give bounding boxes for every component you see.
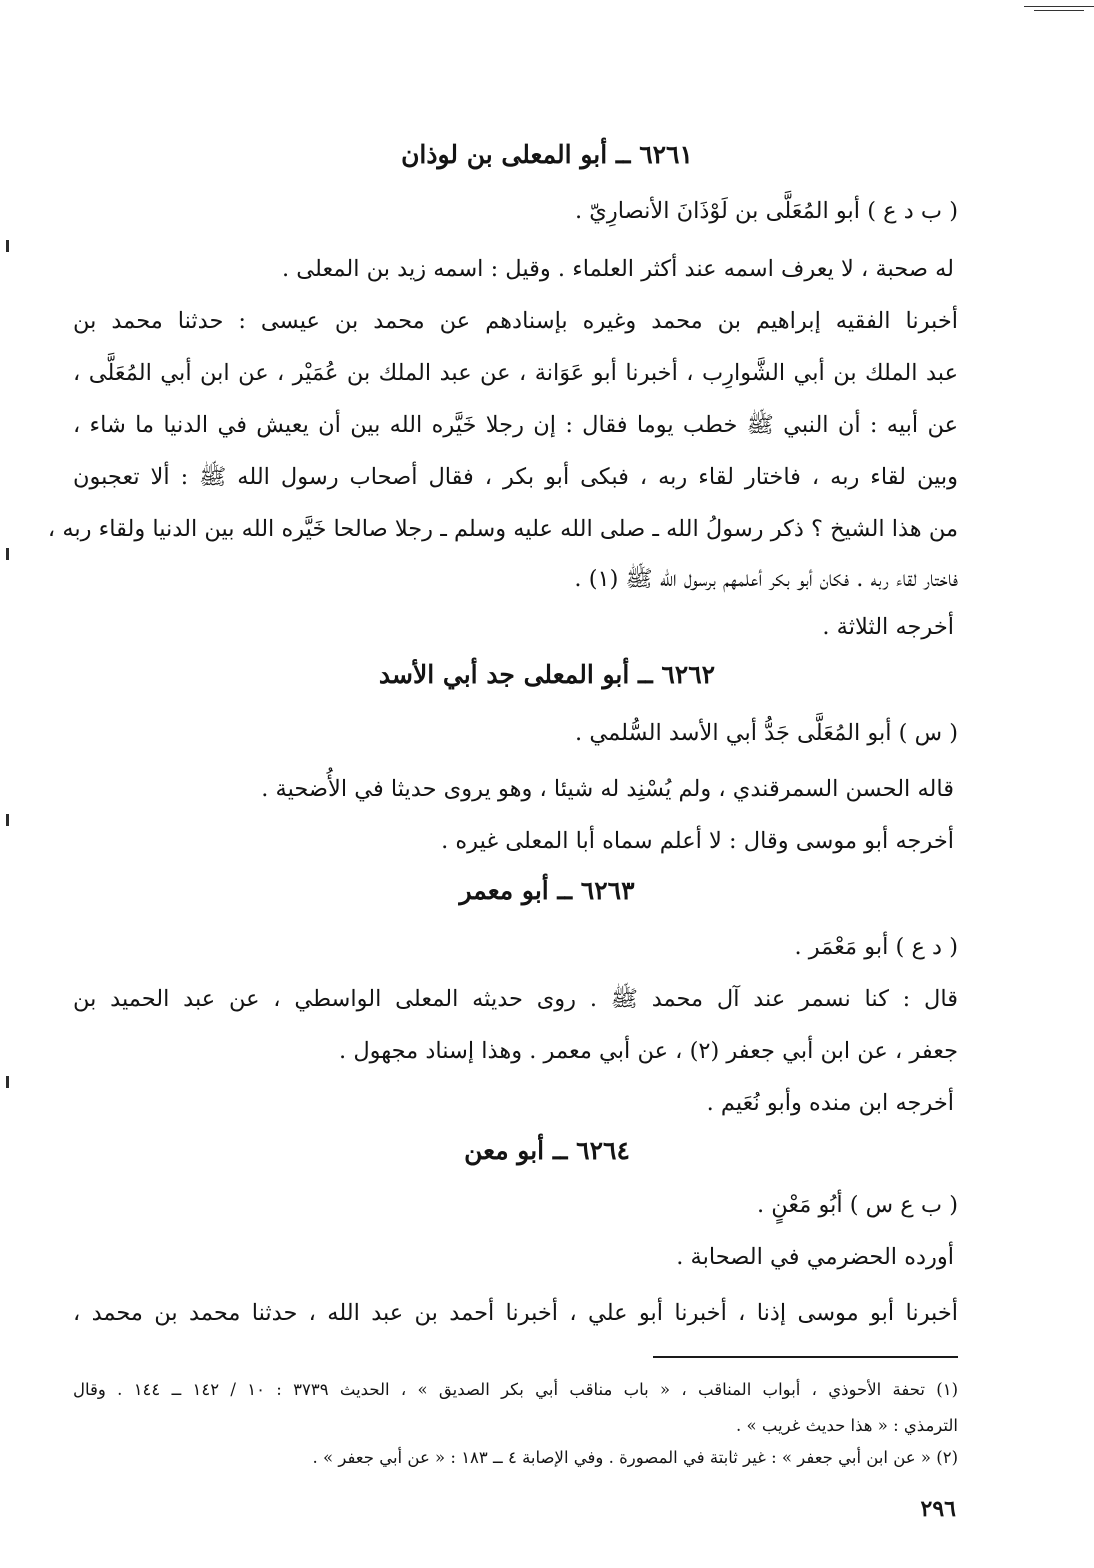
entry-line: من هذا الشيخ ؟ ذكر رسولُ الله ـ صلى الله عليه وسلم ـ رجلا صالحا خَيَّره الله بين الدنيا ولقاء ربه ، xyxy=(47,516,958,542)
entry-line: وبين لقاء ربه ، فاختار لقاء ربه ، فبكى أبو بكر ، فقال أصحاب رسول الله ﷺ : ألا تعجبون xyxy=(73,464,958,490)
entry-line: ( د ع ) أبو مَعْمَر . xyxy=(794,934,958,960)
page-number: ٢٩٦ xyxy=(920,1496,956,1522)
entry-line: ( س ) أبو المُعَلَّى جَدُّ أبي الأسد السُّلمي . xyxy=(575,720,958,746)
entry-line: أورده الحضرمي في الصحابة . xyxy=(676,1244,954,1270)
entry-line: أخبرنا الفقيه إبراهيم بن محمد وغيره بإسنادهم عن محمد بن عيسى : حدثنا محمد بن xyxy=(73,308,958,334)
entry-line: جعفر ، عن ابن أبي جعفر (٢) ، عن أبي معمر . وهذا إسناد مجهول . xyxy=(339,1038,958,1064)
entry-line: ( ب د ع ) أبو المُعَلَّى بن لَوْذَانَ الأنصارِيّ . xyxy=(574,198,958,224)
binding-mark xyxy=(6,240,9,252)
entry-line: أخرجه الثلاثة . xyxy=(822,614,954,640)
footnote-line: الترمذي : « هذا حديث غريب » . xyxy=(736,1416,958,1435)
entry-line: أخرجه أبو موسى وقال : لا أعلم سماه أبا المعلى غيره . xyxy=(441,828,954,854)
top-corner-rule-second xyxy=(1034,10,1084,11)
entry-line: أخرجه ابن منده وأبو نُعَيم . xyxy=(706,1090,954,1116)
top-corner-rule xyxy=(1024,6,1094,7)
entry-line: فاختار لقاء ربه . فكان أبو بكر أعلمهم برسول الله ﷺ (١) . xyxy=(574,566,958,592)
footnote-separator xyxy=(653,1356,958,1358)
entry-heading: ٦٢٦٤ ــ أبو معن xyxy=(464,1136,630,1165)
entry-line: ( ب ع س ) أبُو مَعْنٍ . xyxy=(756,1192,958,1218)
entry-heading: ٦٢٦٢ ــ أبو المعلى جد أبي الأسد xyxy=(378,660,716,689)
entry-line: عبد الملك بن أبي الشَّوارِب ، أخبرنا أبو عَوَانة ، عن عبد الملك بن عُمَيْر ، عن ابن أبي المُعَلَّى ، xyxy=(73,360,958,386)
entry-line: له صحبة ، لا يعرف اسمه عند أكثر العلماء . وقيل : اسمه زيد بن المعلى . xyxy=(281,256,954,282)
binding-mark xyxy=(6,814,9,826)
binding-mark xyxy=(6,548,9,560)
footnote-line: (٢) « عن ابن أبي جعفر » : غير ثابتة في المصورة . وفي الإصابة ٤ ــ ١٨٣ : « عن أبي جعفر » . xyxy=(312,1448,958,1467)
entry-line: أخبرنا أبو موسى إذنا ، أخبرنا أبو علي ، أخبرنا أحمد بن عبد الله ، حدثنا محمد بن محمد ، xyxy=(73,1300,958,1326)
entry-line: عن أبيه : أن النبي ﷺ خطب يوما فقال : إن رجلا خَيَّره الله بين أن يعيش في الدنيا ما شاء ، xyxy=(73,412,958,438)
entry-line: قاله الحسن السمرقندي ، ولم يُسْنِد له شيئا ، وهو يروى حديثا في الأُضحية . xyxy=(261,776,954,802)
entry-line: قال : كنا نسمر عند آل محمد ﷺ . روى حديثه المعلى الواسطي ، عن عبد الحميد بن xyxy=(73,986,958,1012)
entry-heading: ٦٢٦١ ــ أبو المعلى بن لوذان xyxy=(401,140,693,169)
binding-mark xyxy=(6,1076,9,1088)
footnote-line: (١) تحفة الأحوذي ، أبواب المناقب ، « باب مناقب أبي بكر الصديق » ، الحديث ٣٧٣٩ : ١٠ / ١٤٢ ــ ١٤٤ . وقال xyxy=(73,1380,958,1399)
entry-heading: ٦٢٦٣ ــ أبو معمر xyxy=(459,876,635,905)
